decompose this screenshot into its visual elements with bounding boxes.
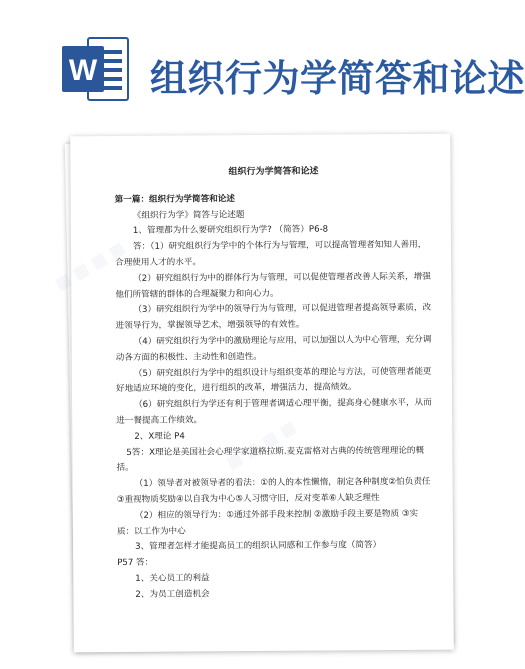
paragraph: P57 答： xyxy=(117,557,154,569)
watermark: ▦ ▦ ▦ ▦ xyxy=(222,416,300,473)
paragraph: 第一篇：组织行为学简答和论述 xyxy=(114,193,236,205)
paragraph: （6）研究组织行为学还有利于管理者调适心理平衡，提高身心健康水平，从而进一餐提高工作绩效。 xyxy=(116,397,432,426)
paragraph: （3）研究组织行为学中的领导行为与管理，可以促进管理者提高领导素质，改进领导行为，掌握领导艺术，增强领导的有效性。 xyxy=(115,303,432,332)
paragraph: 3、管理者怎样才能提高员工的组织认同感和工作参与度（简答） xyxy=(135,540,382,553)
paragraph: 2、X理论 P4 xyxy=(134,431,185,442)
paragraph: （1）领导者对被领导者的看法：①的人的本性懒惰，制定各种制度②怕负责任 ③重视物质奖励④以自我为中心⑤人习惯守旧，反对变革⑥人缺乏理性 xyxy=(116,476,431,505)
svg-text:W: W xyxy=(68,54,98,87)
paragraph: （2）研究组织行为中的群体行为与管理，可以促使管理者改善人际关系，增强他们所管辖的群体的合理凝聚力和向心力。 xyxy=(115,271,431,300)
document-title: 组织行为学简答和论述 xyxy=(228,166,319,178)
paragraph: （4）研究组织行为学中的激励理论与应用，可以加强以人为中心管理，充分调动各方面的积极性、主动性和创造性。 xyxy=(115,334,432,363)
paragraph: 《组织行为学》简答与论述题 xyxy=(132,209,245,221)
paragraph: 2、为员工创造机会 xyxy=(135,589,210,600)
watermark: ▦ ▦ ▦ ▦ xyxy=(51,237,128,294)
document-content xyxy=(114,164,435,604)
paragraph: （5）研究组织行为学中的组织设计与组织变革的理论与方法，可使管理者能更好地适应环境的变化，进行组织的改革，增强活力，提高绩效。 xyxy=(115,366,432,395)
paragraph: 1、关心员工的利益 xyxy=(135,573,210,584)
document-page xyxy=(51,134,454,653)
banner-title: 组织行为学简答和论述 xyxy=(150,57,525,100)
paragraph: 5答：X理论是美国社会心理学家道格拉斯.麦克雷格对古典的传统管理理论的概括。 xyxy=(116,445,425,474)
paragraph: （2）相应的领导行为：①通过外部手段来控制 ②激励手段主要是物质 ③实质：以工作为中心 xyxy=(116,508,419,537)
header-banner xyxy=(0,0,525,110)
paragraph: 答：（1）研究组织行为学中的个体行为与管理，可以提高管理者知知人善用，合理使用人才的水平。 xyxy=(115,240,427,269)
paragraph: 1、管理都为什么要研究组织行为学? （简答）P6-8 xyxy=(132,224,329,237)
word-document-icon xyxy=(62,36,130,102)
